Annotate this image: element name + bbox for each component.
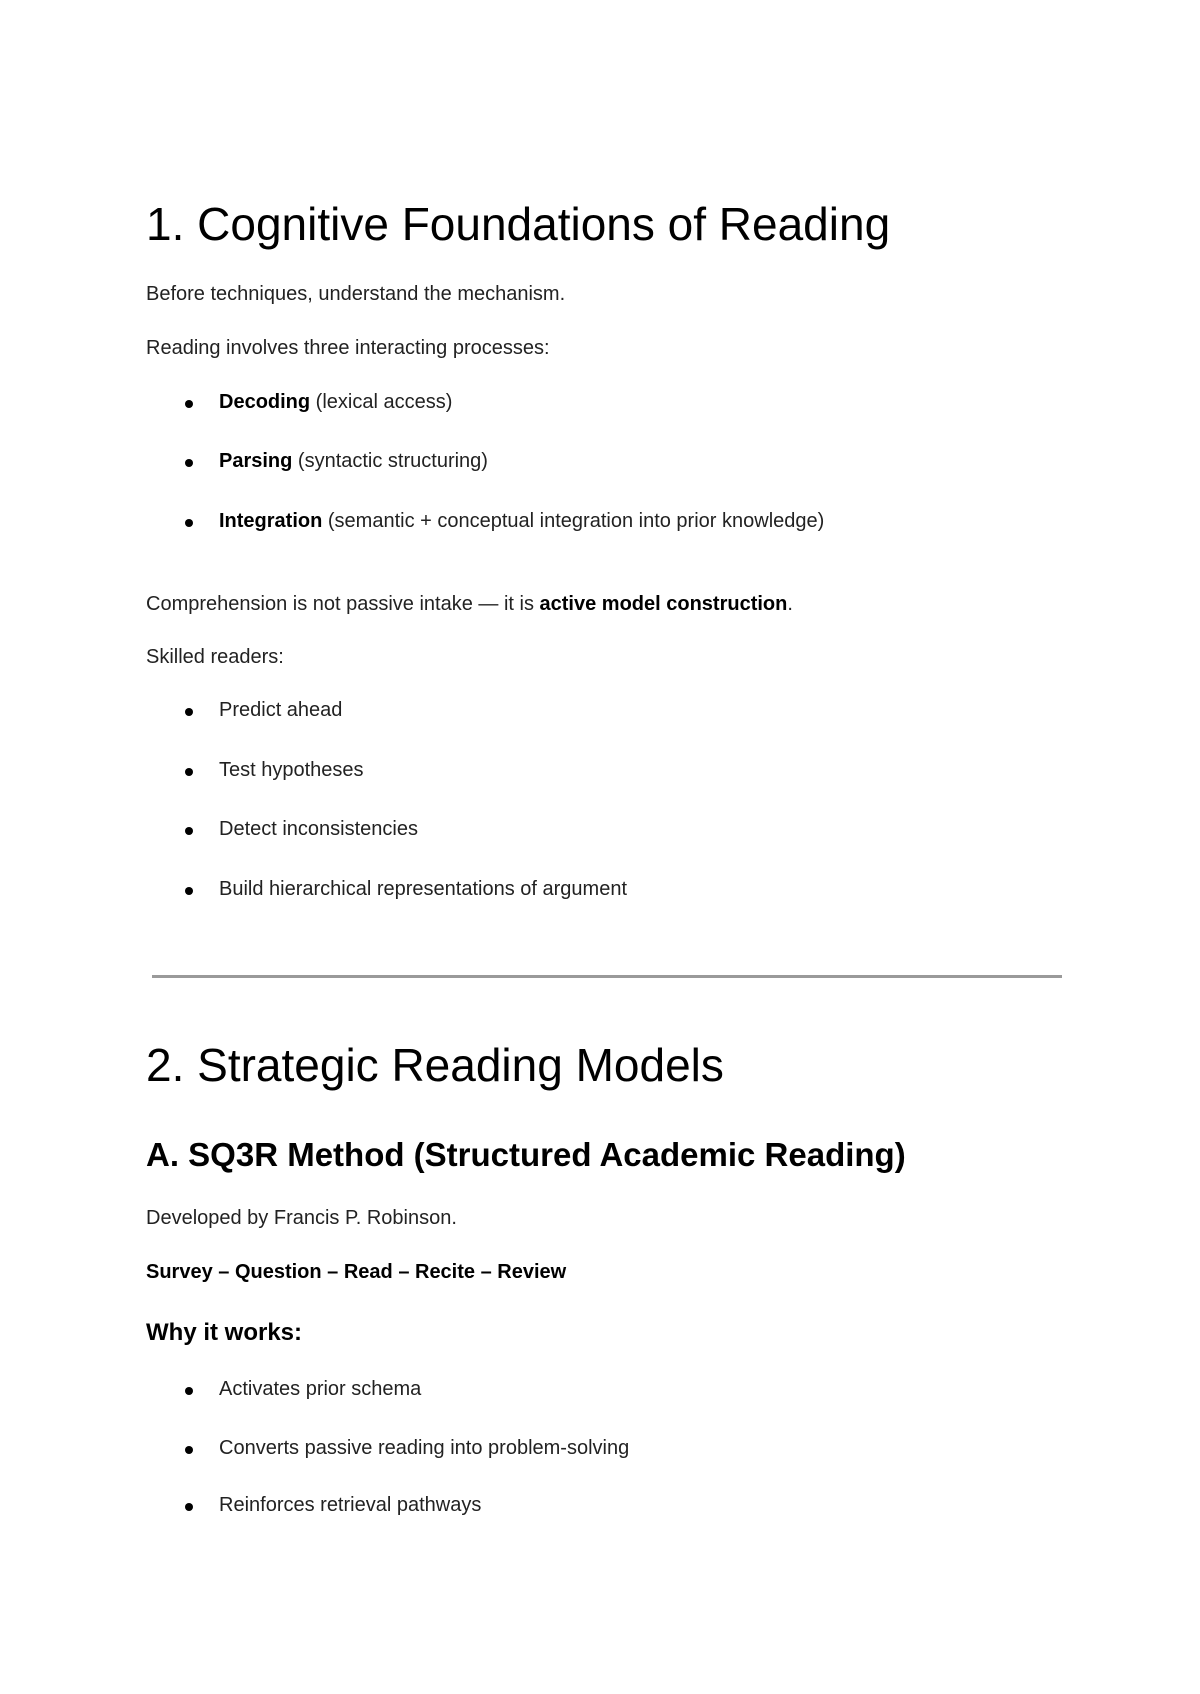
skilled-intro: Skilled readers: [146, 646, 284, 668]
comprehension-text: Comprehension is not passive intake — it is [146, 593, 540, 615]
section1-heading: 1. Cognitive Foundations of Reading [146, 198, 891, 250]
bullet-icon [185, 400, 193, 408]
bullet-icon [185, 887, 193, 895]
processes-intro: Reading involves three interacting processes: [146, 337, 550, 359]
term-decoding: Decoding [219, 391, 311, 413]
term-desc: (syntactic structuring) [292, 450, 488, 472]
sq3r-heading: A. SQ3R Method (Structured Academic Reading) [146, 1136, 906, 1173]
list-item-text: Activates prior schema [219, 1378, 422, 1400]
term-desc: (semantic + conceptual integration into prior knowledge) [322, 510, 825, 532]
sq3r-steps: Survey – Question – Read – Recite – Review [146, 1261, 567, 1283]
list-item-text: Predict ahead [219, 699, 343, 721]
list-item-text: Build hierarchical representations of argument [219, 878, 627, 900]
bullet-icon [185, 1503, 193, 1511]
section1-intro: Before techniques, understand the mechanism. [146, 283, 566, 305]
bullet-icon [185, 519, 193, 527]
list-item-text [219, 451, 488, 471]
term-desc: (lexical access) [310, 391, 453, 413]
list-item-text [219, 511, 824, 531]
developed-by: Developed by Francis P. Robinson. [146, 1207, 457, 1229]
term-integration: Integration [219, 510, 323, 532]
comprehension-statement [146, 594, 793, 614]
bullet-icon [185, 1387, 193, 1395]
list-item-text [219, 392, 452, 412]
term-parsing: Parsing [219, 450, 293, 472]
comprehension-emphasis: active model construction [539, 593, 788, 615]
list-item-text: Test hypotheses [219, 759, 364, 781]
comprehension-end: . [787, 593, 793, 615]
section-divider [152, 975, 1062, 978]
bullet-icon [185, 768, 193, 776]
bullet-icon [185, 1446, 193, 1454]
list-item-text: Reinforces retrieval pathways [219, 1494, 482, 1516]
why-heading: Why it works: [146, 1319, 303, 1346]
bullet-icon [185, 827, 193, 835]
section2-heading: 2. Strategic Reading Models [146, 1039, 724, 1091]
list-item-text: Converts passive reading into problem-solving [219, 1437, 630, 1459]
bullet-icon [185, 459, 193, 467]
bullet-icon [185, 708, 193, 716]
list-item-text: Detect inconsistencies [219, 818, 418, 840]
